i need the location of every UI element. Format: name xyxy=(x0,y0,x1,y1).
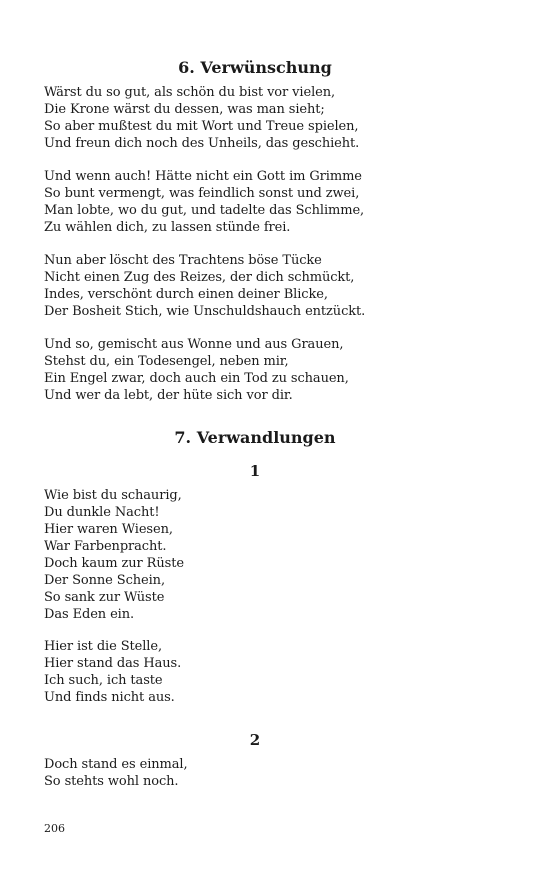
verse-line: Nun aber löscht des Trachtens böse Tücke xyxy=(44,253,322,268)
part-numeral-1: 1 xyxy=(249,462,261,480)
verse-line: Wie bist du schaurig, xyxy=(44,488,182,503)
stanza-1 xyxy=(44,84,514,152)
verse-line: Und wenn auch! Hätte nicht ein Gott im Grimme xyxy=(44,169,362,184)
verse-line: Indes, verschönt durch einen deiner Blicke, xyxy=(44,287,328,302)
verse-line: Wärst du so gut, als schön du bist vor vielen, xyxy=(44,85,336,100)
verse-line: So sank zur Wüste xyxy=(44,590,165,605)
verse-line: Der Sonne Schein, xyxy=(44,573,165,588)
verse-line: Ich such, ich taste xyxy=(44,673,163,688)
page-number: 206 xyxy=(44,822,65,835)
verse-line: Stehst du, ein Todesengel, neben mir, xyxy=(44,354,289,369)
verse-line: So bunt vermengt, was feindlich sonst und zwei, xyxy=(44,186,360,201)
verse-line: Du dunkle Nacht! xyxy=(44,505,160,520)
part-numeral-2: 2 xyxy=(249,731,261,749)
poem-title-verwandlungen: 7. Verwandlungen xyxy=(174,428,336,447)
verse-line: Und wer da lebt, der hüte sich vor dir. xyxy=(44,388,293,403)
verse-line: Ein Engel zwar, doch auch ein Tod zu schauen, xyxy=(44,371,349,386)
verse-line: Hier ist die Stelle, xyxy=(44,639,162,654)
verse-line: Nicht einen Zug des Reizes, der dich schmückt, xyxy=(44,270,355,285)
verse-line: Zu wählen dich, zu lassen stünde frei. xyxy=(44,220,291,235)
verse-line: Man lobte, wo du gut, und tadelte das Schlimme, xyxy=(44,203,365,218)
stanza-6 xyxy=(44,638,514,706)
verse-line: So aber mußtest du mit Wort und Treue spielen, xyxy=(44,119,359,134)
verse-line: Das Eden ein. xyxy=(44,607,135,622)
poem-title-verwuenschung: 6. Verwünschung xyxy=(178,58,332,77)
verse-line: Doch kaum zur Rüste xyxy=(44,556,184,571)
verse-line: So stehts wohl noch. xyxy=(44,774,179,789)
stanza-2 xyxy=(44,168,514,236)
stanza-5 xyxy=(44,487,514,623)
verse-line: Hier stand das Haus. xyxy=(44,656,182,671)
verse-line: Und finds nicht aus. xyxy=(44,690,175,705)
verse-line: Und so, gemischt aus Wonne und aus Grauen, xyxy=(44,337,344,352)
verse-line: Der Bosheit Stich, wie Unschuldshauch entzückt. xyxy=(44,304,366,319)
verse-line: Hier waren Wiesen, xyxy=(44,522,173,537)
stanza-3 xyxy=(44,252,514,320)
stanza-4 xyxy=(44,336,514,404)
verse-line: Und freun dich noch des Unheils, das geschieht. xyxy=(44,136,360,151)
verse-line: War Farbenpracht. xyxy=(44,539,167,554)
verse-line: Die Krone wärst du dessen, was man sieht; xyxy=(44,102,325,117)
stanza-7 xyxy=(44,756,514,790)
verse-line: Doch stand es einmal, xyxy=(44,757,188,772)
